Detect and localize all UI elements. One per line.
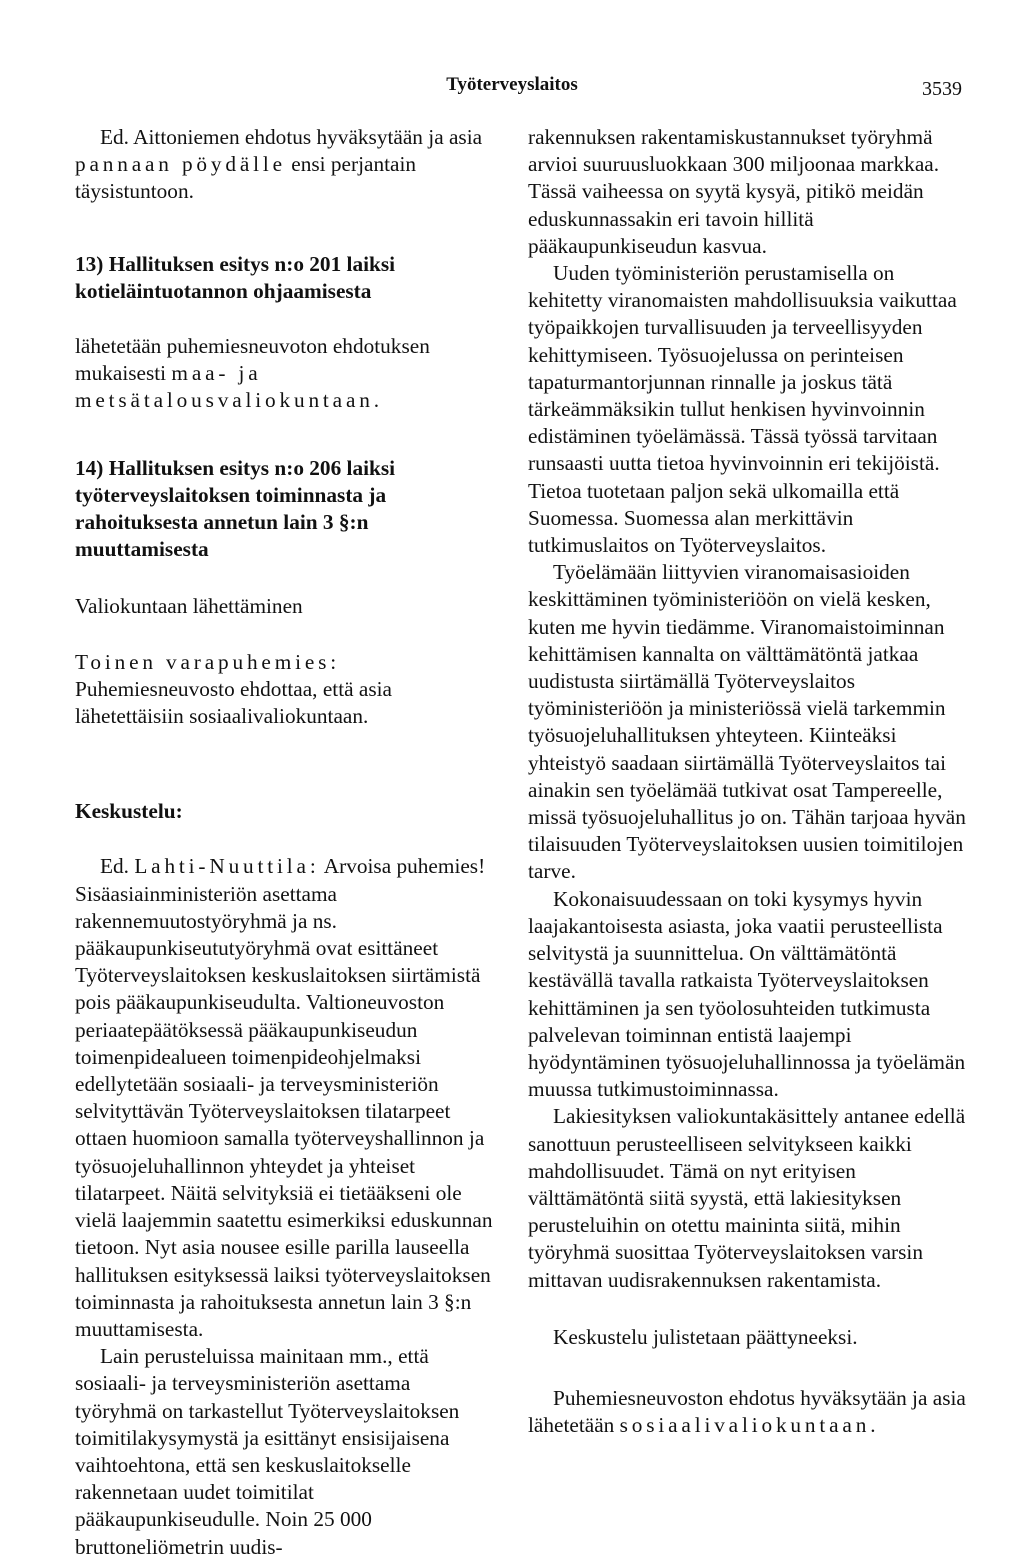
decision-statement: Puhemiesneuvoston ehdotus hyväksytään ja asia lähetetään sosiaalivaliokuntaan. (528, 1385, 966, 1438)
item-14-heading: 14) Hallituksen esitys n:o 206 laiksi työterveyslaitoksen toiminnasta ja rahoituksesta annetun lain 3 §:n muuttamisesta (75, 455, 396, 562)
item-13-text: lähetetään puhemiesneuvoton ehdotuksen mukaisesti maa- ja metsätalousvaliokuntaan. (75, 334, 430, 413)
speech-paragraph-5: Kokonaisuudessaan on toki kysymys hyvin laajakantoisesta asiasta, joka vaatii perusteellista selvitystä ja suunnittelua. On välttämätöntä kestävällä tavalla ratkaista Työterveyslaitoksen kehittäminen ja sen työolosuhteiden tutkimusta palvelevan toiminnan entistä laajempi hyödyntäminen työsuojeluhallinnossa ja työelämän muussa tutkimustoiminnassa. (528, 886, 966, 1102)
discussion-heading: Keskustelu: (75, 799, 183, 824)
item-13-heading: 13) Hallituksen esitys n:o 201 laiksi kotieläintuotannon ohjaamisesta (75, 251, 396, 303)
running-header-title: Työterveyslaitos (446, 74, 578, 95)
item-14-subheading: Valiokuntaan lähettäminen (75, 594, 303, 619)
speech-paragraph-2: Lain perusteluissa mainitaan mm., että sosiaali- ja terveysministeriön asettama työryhmä on tarkastellut Työterveyslaitoksen toimitilakysymystä ja esittänyt ensisijaisena vaihtoehtona, että sen keskuslaitokselle rakennetaan uudet toimitilat pääkaupunkiseudulle. Noin 25 000 bruttoneliömetrin uudis- (75, 1344, 460, 1559)
right-column (528, 124, 970, 1439)
speech-paragraph-4: Työelämään liittyvien viranomaisasioiden keskittäminen työministeriöön on vielä kesken, kuten me hyvin tiedämme. Viranomaistoiminnan kehittämisen kannalta on välttämätöntä jatkaa uudistusta siirtämällä Työterveyslaitos työministeriöön ja ministeriössä vielä tarkemmin työsuojeluhallituksen yhteyteen. Kiinteäksi yhteistyö saadaan siirtämällä Työterveyslaitos tai ainakin sen työelämää tutkivat osat Tampereelle, missä työsuojeluhallitus jo on. Tähän tarjoaa hyvän tilaisuuden Työterveyslaitoksen uusien toimitilojen tarve. (528, 560, 966, 884)
speech-paragraph-6: Lakiesityksen valiokuntakäsittely antanee edellä sanottuun perusteelliseen selvitykseen kaikki mahdollisuudet. Tämä on nyt erityisen välttämätöntä siitä syystä, että lakiesityksen perusteluihin on otettu maininta siitä, mihin työryhmä suosittaa Työterveyslaitoksen varsin mittavan uudisrakennuksen rakentamista. (528, 1104, 966, 1292)
left-column (75, 124, 497, 1561)
speech-paragraph-1: Ed. Lahti-Nuuttila: Arvoisa puhemies! Sisäasiainministeriön asettama rakennemuutostyöryhmä ja ns. pääkaupunkiseututyöryhmä ovat esittäneet Työterveyslaitoksen keskuslaitoksen siirtämistä pois pääkaupunkiseudulta. Valtioneuvoston periaatepäätöksessä pääkaupunkiseudun toimenpidealueen toimenpideohjelmaksi edellytetään sosiaali- ja terveysministeriön selvityttävän Työterveyslaitoksen tilatarpeet ottaen huomioon samalla työterveyshallinnon ja työsuojeluhallinnon yhteydet ja yhteiset tilatarpeet. Näitä selvityksiä ei tietääkseni ole vielä laajemmin saatettu esimerkiksi eduskunnan tietoon. Nyt asia nousee esille parilla lauseella hallituksen esityksessä laiksi työterveyslaitoksen toiminnasta ja rahoituksesta annetun lain 3 §:n muuttamisesta. (75, 854, 493, 1341)
aittoniemi-proposal-paragraph: Ed. Aittoniemen ehdotus hyväksytään ja asia pannaan pöydälle ensi perjantain täysistuntoon. (75, 125, 483, 204)
discussion-closed-statement: Keskustelu julistetaan päättyneeksi. (553, 1324, 858, 1349)
speech-paragraph-3: Uuden työministeriön perustamisella on kehitetty viranomaisten mahdollisuuksia vaikuttaa työpaikkojen turvallisuuden ja terveellisyyden kehittymiseen. Työsuojelussa on perinteisen tapaturmantorjunnan rinnalle ja joskus tätä tärkeämmäksikin tullut henkisen hyvinvoinnin edistäminen työelämässä. Tässä työssä tarvitaan runsaasti uutta tietoa hyvinvoinnin eri tekijöistä. Tietoa tuotetaan paljon sekä ulkomailla että Suomessa. Suomessa alan merkittävin tutkimuslaitos on Työterveyslaitos. (528, 261, 957, 558)
page-number: 3539 (922, 78, 962, 100)
speech-continuation-paragraph: rakennuksen rakentamiskustannukset työryhmä arvioi suuruusluokkaan 300 miljoonaa markkaa. Tässä vaiheessa on syytä kysyä, pitikö meidän eduskunnassakin eri tavoin hillitä pääkaupunkiseudun kasvua. (528, 125, 940, 258)
deputy-speaker-statement: Toinen varapuhemies: Puhemiesneuvosto ehdottaa, että asia lähetettäisiin sosiaalivaliokuntaan. (75, 649, 392, 729)
